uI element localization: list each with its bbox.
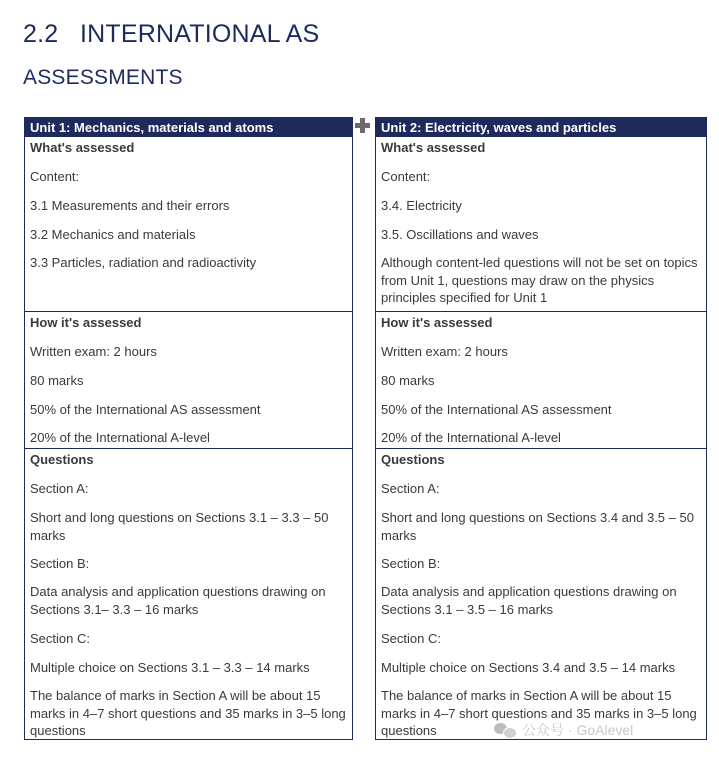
unit-1-whats-assessed bbox=[25, 137, 352, 311]
plus-icon bbox=[355, 118, 370, 133]
page-heading bbox=[23, 20, 319, 49]
unit-2-whats-assessed bbox=[376, 137, 706, 311]
content-line: Section B: bbox=[30, 556, 90, 571]
content-line: 3.4. Electricity bbox=[381, 198, 462, 213]
section-heading: Questions bbox=[30, 452, 94, 467]
content-line: 80 marks bbox=[30, 373, 84, 388]
content-line: Multiple choice on Sections 3.1 – 3.3 – 14 marks bbox=[30, 660, 310, 675]
section-heading: How it's assessed bbox=[381, 315, 493, 330]
section-heading: Questions bbox=[381, 452, 445, 467]
content-line: 50% of the International AS assessment bbox=[381, 402, 612, 417]
unit-1-box bbox=[24, 117, 353, 740]
watermark bbox=[494, 715, 706, 745]
section-heading: What's assessed bbox=[381, 140, 486, 155]
content-line: Section B: bbox=[381, 556, 441, 571]
content-line: Data analysis and application questions drawing on Sections 3.1 – 3.5 – 16 marks bbox=[381, 584, 677, 617]
content-line: Data analysis and application questions drawing on Sections 3.1– 3.3 – 16 marks bbox=[30, 584, 326, 617]
content-line: 3.3 Particles, radiation and radioactivity bbox=[30, 255, 257, 270]
content-line: 20% of the International A-level bbox=[30, 430, 210, 445]
section-title: INTERNATIONAL AS bbox=[80, 20, 320, 48]
content-line: Section C: bbox=[381, 631, 441, 646]
watermark-text: 公众号 · GoAlevel bbox=[522, 722, 634, 738]
content-line: Written exam: 2 hours bbox=[30, 344, 157, 359]
section-number: 2.2 bbox=[23, 20, 59, 48]
content-line: The balance of marks in Section A will be about 15 marks in 4–7 short questions and 35 marks in 3–5 long questions bbox=[381, 688, 697, 738]
unit-1-header: Unit 1: Mechanics, materials and atoms bbox=[25, 118, 352, 137]
content-line: 3.2 Mechanics and materials bbox=[30, 227, 196, 242]
content-line: Written exam: 2 hours bbox=[381, 344, 508, 359]
content-line: Content: bbox=[30, 169, 80, 184]
content-line: 20% of the International A-level bbox=[381, 430, 561, 445]
section-subtitle: ASSESSMENTS bbox=[23, 66, 183, 89]
content-line: Short and long questions on Sections 3.1 – 3.3 – 50 marks bbox=[30, 510, 329, 543]
unit-2-header: Unit 2: Electricity, waves and particles bbox=[376, 118, 706, 137]
content-line: Short and long questions on Sections 3.4 and 3.5 – 50 marks bbox=[381, 510, 694, 543]
content-line: Content: bbox=[381, 169, 431, 184]
content-line: 3.1 Measurements and their errors bbox=[30, 198, 230, 213]
section-heading: How it's assessed bbox=[30, 315, 142, 330]
unit-2-box bbox=[375, 117, 707, 740]
content-line: Section C: bbox=[30, 631, 90, 646]
content-line: The balance of marks in Section A will be about 15 marks in 4–7 short questions and 35 marks in 3–5 long questions bbox=[30, 688, 346, 738]
content-line: 3.5. Oscillations and waves bbox=[381, 227, 539, 242]
content-line: Section A: bbox=[381, 481, 440, 496]
content-line: 80 marks bbox=[381, 373, 435, 388]
wechat-icon bbox=[494, 721, 516, 739]
unit-1-questions bbox=[25, 448, 352, 739]
content-line: Section A: bbox=[30, 481, 89, 496]
section-heading: What's assessed bbox=[30, 140, 135, 155]
unit-2-how-assessed bbox=[376, 311, 706, 448]
content-line: Although content-led questions will not be set on topics from Unit 1, questions may draw on the physics principles specified for Unit 1 bbox=[381, 255, 698, 305]
content-line: Multiple choice on Sections 3.4 and 3.5 – 14 marks bbox=[381, 660, 676, 675]
content-line: 50% of the International AS assessment bbox=[30, 402, 261, 417]
unit-2-questions bbox=[376, 448, 706, 739]
unit-1-how-assessed bbox=[25, 311, 352, 448]
